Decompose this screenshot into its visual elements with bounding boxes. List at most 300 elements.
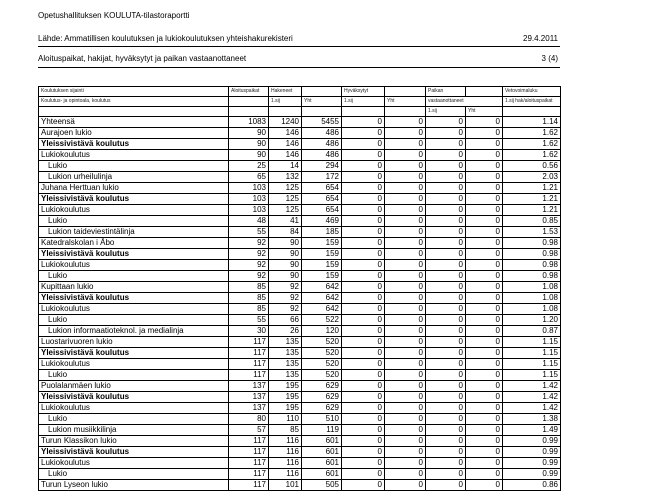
table-row <box>39 326 561 337</box>
row-value: 57 <box>229 425 269 436</box>
row-value: 90 <box>229 128 269 139</box>
row-value: 55 <box>229 315 269 326</box>
row-value: 14 <box>269 161 302 172</box>
table-row <box>39 183 561 194</box>
table-row <box>39 381 561 392</box>
page-number: 3 (4) <box>541 54 558 63</box>
row-value: 117 <box>229 436 269 447</box>
row-value: 0 <box>385 425 426 436</box>
row-value: 0 <box>426 139 466 150</box>
row-value: 0 <box>466 249 503 260</box>
row-value: 1.14 <box>503 117 561 128</box>
row-value: 0 <box>466 392 503 403</box>
row-value: 0 <box>342 128 385 139</box>
row-label: Lukio <box>39 469 229 480</box>
row-label: Aurajoen lukio <box>39 128 229 139</box>
row-value: 0 <box>342 227 385 238</box>
row-value: 0 <box>466 172 503 183</box>
table-row <box>39 117 561 128</box>
row-value: 41 <box>269 216 302 227</box>
row-value: 48 <box>229 216 269 227</box>
header-cell <box>466 87 503 97</box>
row-value: 629 <box>302 381 342 392</box>
row-value: 1.62 <box>503 150 561 161</box>
header-divider <box>38 46 560 47</box>
row-value: 1.15 <box>503 359 561 370</box>
row-value: 0 <box>385 315 426 326</box>
table-row <box>39 480 561 491</box>
row-value: 0 <box>466 260 503 271</box>
row-value: 1.15 <box>503 348 561 359</box>
row-value: 137 <box>229 392 269 403</box>
header-cell: Vetovoimaluku <box>503 87 561 97</box>
row-value: 195 <box>269 392 302 403</box>
row-value: 0 <box>342 326 385 337</box>
table-row <box>39 271 561 282</box>
row-value: 0 <box>385 403 426 414</box>
row-value: 1.38 <box>503 414 561 425</box>
header-cell: Paikan <box>426 87 466 97</box>
row-value: 1.20 <box>503 315 561 326</box>
header-cell: Yht <box>466 107 503 117</box>
row-value: 159 <box>302 238 342 249</box>
row-value: 110 <box>269 414 302 425</box>
row-value: 0 <box>385 326 426 337</box>
row-label: Kupittaan lukio <box>39 282 229 293</box>
row-value: 90 <box>229 139 269 150</box>
row-value: 0 <box>426 205 466 216</box>
row-value: 116 <box>269 436 302 447</box>
row-value: 172 <box>302 172 342 183</box>
row-value: 0 <box>342 172 385 183</box>
row-value: 0 <box>466 271 503 282</box>
row-value: 0 <box>385 414 426 425</box>
row-value: 103 <box>229 194 269 205</box>
table-row <box>39 425 561 436</box>
row-value: 1.15 <box>503 370 561 381</box>
row-value: 1.08 <box>503 304 561 315</box>
row-value: 642 <box>302 304 342 315</box>
row-value: 84 <box>269 227 302 238</box>
row-label: Yleissivistävä koulutus <box>39 293 229 304</box>
row-value: 0 <box>385 271 426 282</box>
row-value: 135 <box>269 348 302 359</box>
row-value: 90 <box>229 150 269 161</box>
row-value: 0 <box>426 304 466 315</box>
header-row-1 <box>39 87 561 97</box>
row-value: 0 <box>426 216 466 227</box>
row-value: 0 <box>426 194 466 205</box>
row-value: 0 <box>385 161 426 172</box>
row-value: 0 <box>466 117 503 128</box>
table-row <box>39 216 561 227</box>
table-row <box>39 172 561 183</box>
row-value: 1.42 <box>503 392 561 403</box>
row-value: 0 <box>342 161 385 172</box>
row-value: 0 <box>342 150 385 161</box>
row-value: 25 <box>229 161 269 172</box>
row-value: 0 <box>426 117 466 128</box>
row-value: 146 <box>269 139 302 150</box>
row-value: 117 <box>229 359 269 370</box>
table-row <box>39 161 561 172</box>
row-label: Juhana Herttuan lukio <box>39 183 229 194</box>
row-value: 116 <box>269 458 302 469</box>
table-row <box>39 315 561 326</box>
header-cell: Koulutus- ja opintoala, koulutus <box>39 97 229 107</box>
row-value: 0 <box>385 183 426 194</box>
row-value: 0 <box>385 480 426 491</box>
row-value: 116 <box>269 447 302 458</box>
row-value: 0 <box>426 425 466 436</box>
row-value: 654 <box>302 205 342 216</box>
row-value: 0 <box>342 183 385 194</box>
row-value: 119 <box>302 425 342 436</box>
row-value: 0 <box>385 139 426 150</box>
row-label: Lukiokoulutus <box>39 304 229 315</box>
row-value: 0 <box>342 370 385 381</box>
row-value: 0 <box>426 337 466 348</box>
row-value: 0 <box>426 359 466 370</box>
report-date: 29.4.2011 <box>523 34 558 43</box>
row-value: 66 <box>269 315 302 326</box>
table-row <box>39 370 561 381</box>
row-value: 26 <box>269 326 302 337</box>
row-value: 92 <box>269 304 302 315</box>
row-value: 0 <box>385 348 426 359</box>
row-value: 629 <box>302 403 342 414</box>
table-row <box>39 205 561 216</box>
row-value: 0 <box>426 271 466 282</box>
row-value: 0 <box>426 414 466 425</box>
row-value: 116 <box>269 469 302 480</box>
row-value: 0 <box>342 216 385 227</box>
row-value: 0 <box>466 458 503 469</box>
header-cell: Hyväksytyt <box>342 87 385 97</box>
row-value: 1.21 <box>503 183 561 194</box>
row-value: 0 <box>466 161 503 172</box>
row-value: 654 <box>302 194 342 205</box>
row-value: 0 <box>342 205 385 216</box>
header-cell: 1.sij <box>426 107 466 117</box>
row-value: 0 <box>426 480 466 491</box>
row-value: 0 <box>385 370 426 381</box>
row-value: 520 <box>302 359 342 370</box>
header-cell <box>269 107 302 117</box>
row-value: 0 <box>426 282 466 293</box>
row-value: 522 <box>302 315 342 326</box>
row-value: 0.99 <box>503 458 561 469</box>
row-value: 0 <box>466 359 503 370</box>
row-value: 654 <box>302 183 342 194</box>
row-value: 1.08 <box>503 293 561 304</box>
row-label: Lukiokoulutus <box>39 403 229 414</box>
row-value: 0 <box>342 458 385 469</box>
row-label: Lukion urheilulinja <box>39 172 229 183</box>
row-value: 294 <box>302 161 342 172</box>
row-value: 520 <box>302 348 342 359</box>
row-value: 159 <box>302 271 342 282</box>
row-value: 486 <box>302 150 342 161</box>
row-value: 92 <box>229 271 269 282</box>
row-value: 0 <box>426 150 466 161</box>
row-value: 0 <box>466 469 503 480</box>
report-subtitle: Aloituspaikat, hakijat, hyväksytyt ja paikan vastaanottaneet <box>38 54 247 63</box>
row-value: 0 <box>426 326 466 337</box>
row-value: 1.42 <box>503 381 561 392</box>
row-value: 120 <box>302 326 342 337</box>
row-value: 103 <box>229 183 269 194</box>
row-value: 90 <box>269 271 302 282</box>
row-value: 0 <box>466 348 503 359</box>
header-cell <box>342 107 385 117</box>
row-value: 90 <box>269 238 302 249</box>
row-value: 0 <box>466 128 503 139</box>
row-value: 125 <box>269 205 302 216</box>
table-row <box>39 304 561 315</box>
row-value: 0 <box>385 227 426 238</box>
row-value: 0 <box>385 282 426 293</box>
row-value: 0 <box>426 370 466 381</box>
row-value: 0 <box>342 381 385 392</box>
row-value: 0 <box>426 315 466 326</box>
table-row <box>39 139 561 150</box>
row-value: 92 <box>269 293 302 304</box>
row-label: Lukion informaatioteknol. ja medialinja <box>39 326 229 337</box>
table-row <box>39 128 561 139</box>
row-value: 0 <box>466 238 503 249</box>
row-label: Lukiokoulutus <box>39 205 229 216</box>
row-value: 0 <box>342 436 385 447</box>
table-row <box>39 392 561 403</box>
row-value: 0 <box>466 282 503 293</box>
table-row <box>39 260 561 271</box>
row-value: 85 <box>269 425 302 436</box>
row-label: Lukiokoulutus <box>39 458 229 469</box>
row-label: Lukion musiikkilinja <box>39 425 229 436</box>
row-value: 135 <box>269 370 302 381</box>
header-cell: Aloituspaikat <box>229 87 269 97</box>
row-label: Katedralskolan i Åbo <box>39 238 229 249</box>
header-cell: 1.sij hak/aloituspaikat <box>503 97 561 107</box>
row-value: 0 <box>342 403 385 414</box>
row-label: Lukiokoulutus <box>39 359 229 370</box>
row-value: 601 <box>302 469 342 480</box>
row-value: 0.86 <box>503 480 561 491</box>
row-label: Lukio <box>39 271 229 282</box>
row-value: 0.99 <box>503 469 561 480</box>
row-value: 601 <box>302 436 342 447</box>
table-row <box>39 337 561 348</box>
row-value: 0 <box>426 227 466 238</box>
row-value: 117 <box>229 480 269 491</box>
statistics-table <box>38 86 561 491</box>
row-value: 135 <box>269 337 302 348</box>
row-value: 0 <box>385 216 426 227</box>
row-value: 0 <box>385 381 426 392</box>
row-value: 1.62 <box>503 128 561 139</box>
row-value: 1.53 <box>503 227 561 238</box>
header-cell: 1.sij <box>342 97 385 107</box>
row-value: 0.99 <box>503 436 561 447</box>
row-value: 132 <box>269 172 302 183</box>
row-value: 1.08 <box>503 282 561 293</box>
row-value: 0 <box>342 337 385 348</box>
row-value: 520 <box>302 337 342 348</box>
row-label: Lukio <box>39 161 229 172</box>
row-value: 0 <box>342 139 385 150</box>
header-cell <box>229 107 269 117</box>
row-value: 0 <box>385 128 426 139</box>
row-value: 0 <box>342 260 385 271</box>
row-value: 0 <box>426 249 466 260</box>
row-value: 1240 <box>269 117 302 128</box>
row-label: Luostarivuoren lukio <box>39 337 229 348</box>
row-value: 0 <box>426 458 466 469</box>
row-label: Lukio <box>39 216 229 227</box>
header-cell <box>385 87 426 97</box>
row-label: Yleissivistävä koulutus <box>39 194 229 205</box>
row-value: 1.42 <box>503 403 561 414</box>
row-value: 0 <box>385 458 426 469</box>
row-value: 0 <box>426 128 466 139</box>
row-value: 0 <box>426 447 466 458</box>
table-row <box>39 293 561 304</box>
row-label: Turun Lyseon lukio <box>39 480 229 491</box>
row-value: 0 <box>426 381 466 392</box>
row-value: 0 <box>342 469 385 480</box>
row-value: 0 <box>385 117 426 128</box>
table-row <box>39 469 561 480</box>
row-label: Lukion taideviestintälinja <box>39 227 229 238</box>
row-value: 0 <box>466 337 503 348</box>
row-value: 2.03 <box>503 172 561 183</box>
row-value: 0 <box>342 117 385 128</box>
table-row <box>39 249 561 260</box>
row-value: 0 <box>466 150 503 161</box>
row-value: 0 <box>466 480 503 491</box>
row-value: 30 <box>229 326 269 337</box>
row-value: 0 <box>466 194 503 205</box>
row-value: 505 <box>302 480 342 491</box>
row-value: 469 <box>302 216 342 227</box>
row-value: 0 <box>342 348 385 359</box>
row-value: 146 <box>269 150 302 161</box>
row-value: 125 <box>269 183 302 194</box>
header-cell: Koulutuksen sijainti <box>39 87 229 97</box>
row-value: 0 <box>426 172 466 183</box>
row-label: Lukio <box>39 414 229 425</box>
row-value: 0 <box>426 469 466 480</box>
row-value: 90 <box>269 249 302 260</box>
row-value: 520 <box>302 370 342 381</box>
row-value: 92 <box>269 282 302 293</box>
row-value: 601 <box>302 447 342 458</box>
row-value: 642 <box>302 282 342 293</box>
row-value: 0 <box>426 293 466 304</box>
row-value: 0 <box>466 447 503 458</box>
row-label: Yleissivistävä koulutus <box>39 348 229 359</box>
header-cell: vastaanottaneet <box>426 97 503 107</box>
row-value: 0.99 <box>503 447 561 458</box>
row-value: 159 <box>302 249 342 260</box>
table-row <box>39 436 561 447</box>
row-value: 0 <box>426 183 466 194</box>
row-value: 117 <box>229 348 269 359</box>
header-cell: Hakeneet <box>269 87 302 97</box>
row-value: 486 <box>302 139 342 150</box>
row-value: 0 <box>466 326 503 337</box>
row-value: 80 <box>229 414 269 425</box>
row-value: 0 <box>342 315 385 326</box>
report-title: Opetushallituksen KOULUTA-tilastoraportti <box>38 11 190 20</box>
row-value: 0 <box>466 139 503 150</box>
row-value: 85 <box>229 293 269 304</box>
row-value: 601 <box>302 458 342 469</box>
row-value: 85 <box>229 304 269 315</box>
row-value: 0 <box>342 293 385 304</box>
table-row <box>39 447 561 458</box>
row-value: 0 <box>342 480 385 491</box>
row-value: 0 <box>426 403 466 414</box>
row-value: 0 <box>385 205 426 216</box>
row-value: 0 <box>466 414 503 425</box>
row-label: Yleissivistävä koulutus <box>39 139 229 150</box>
row-value: 0 <box>342 447 385 458</box>
row-value: 137 <box>229 381 269 392</box>
row-value: 0 <box>466 425 503 436</box>
row-value: 0 <box>342 282 385 293</box>
row-value: 117 <box>229 458 269 469</box>
row-value: 0 <box>466 436 503 447</box>
row-value: 486 <box>302 128 342 139</box>
row-value: 0 <box>385 392 426 403</box>
row-value: 0 <box>426 238 466 249</box>
row-value: 0 <box>466 381 503 392</box>
row-label: Yhteensä <box>39 117 229 128</box>
row-label: Yleissivistävä koulutus <box>39 392 229 403</box>
row-value: 0 <box>466 293 503 304</box>
row-value: 0 <box>466 304 503 315</box>
table-row <box>39 458 561 469</box>
row-value: 146 <box>269 128 302 139</box>
row-value: 0 <box>466 227 503 238</box>
row-value: 0.98 <box>503 249 561 260</box>
row-value: 0 <box>466 370 503 381</box>
row-value: 0 <box>342 359 385 370</box>
row-value: 92 <box>229 260 269 271</box>
header-row-3 <box>39 107 561 117</box>
row-label: Yleissivistävä koulutus <box>39 447 229 458</box>
row-value: 0 <box>426 392 466 403</box>
row-value: 0.56 <box>503 161 561 172</box>
row-value: 5455 <box>302 117 342 128</box>
row-value: 117 <box>229 447 269 458</box>
row-label: Yleissivistävä koulutus <box>39 249 229 260</box>
row-value: 642 <box>302 293 342 304</box>
row-value: 0.98 <box>503 271 561 282</box>
row-value: 92 <box>229 249 269 260</box>
row-value: 0 <box>385 249 426 260</box>
row-label: Lukiokoulutus <box>39 150 229 161</box>
header-cell <box>503 107 561 117</box>
row-value: 0 <box>385 469 426 480</box>
row-value: 510 <box>302 414 342 425</box>
row-label: Lukiokoulutus <box>39 260 229 271</box>
table-row <box>39 238 561 249</box>
row-value: 0.85 <box>503 216 561 227</box>
table-row <box>39 150 561 161</box>
